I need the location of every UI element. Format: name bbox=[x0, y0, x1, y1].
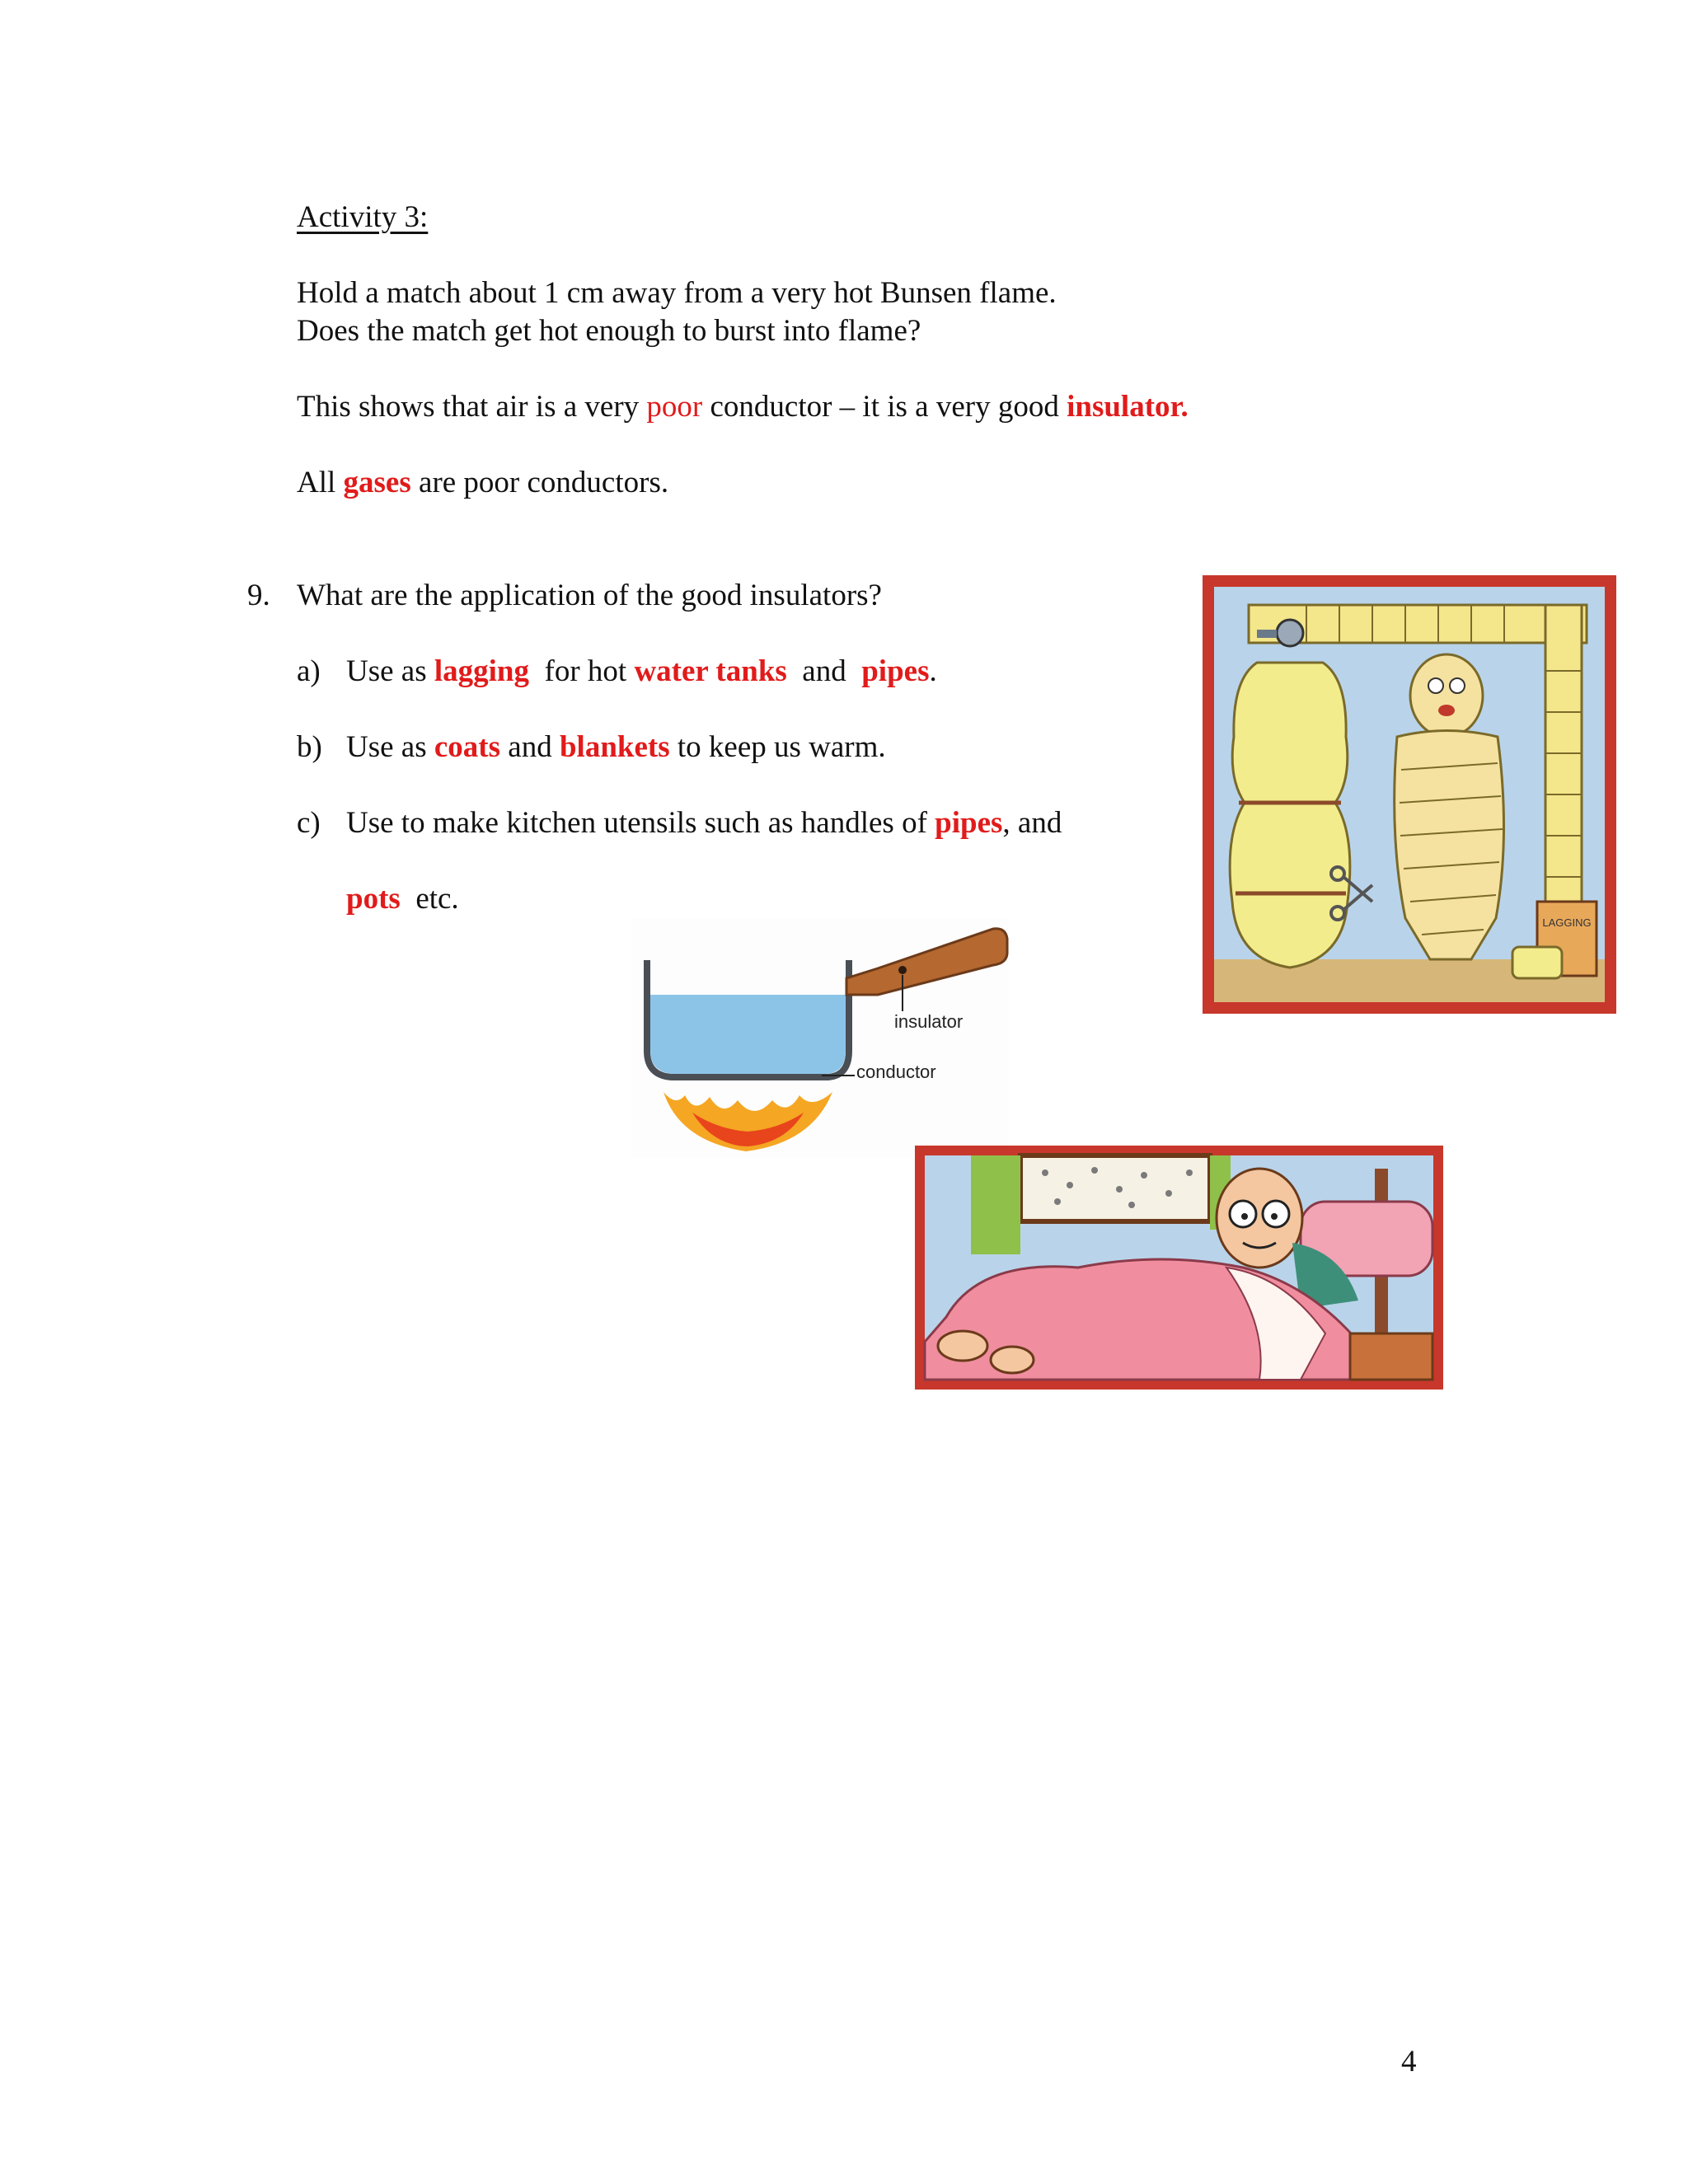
highlight-insulator: insulator. bbox=[1067, 390, 1189, 424]
text-fragment: Use as bbox=[346, 730, 434, 764]
text-fragment: and bbox=[500, 730, 560, 764]
highlight-lagging: lagging bbox=[434, 654, 530, 688]
highlight-blankets: blankets bbox=[559, 730, 670, 764]
highlight-pots: pots bbox=[346, 882, 401, 916]
answer-a-marker: a) bbox=[297, 654, 321, 688]
text-fragment: All bbox=[297, 466, 344, 499]
text-fragment: to keep us warm. bbox=[669, 730, 886, 764]
text-fragment: , and bbox=[1002, 806, 1062, 840]
highlight-poor: poor bbox=[646, 390, 703, 424]
text-fragment: This shows that air is a very bbox=[297, 390, 647, 424]
activity-line-1: Hold a match about 1 cm away from a very hot Bunsen flame. bbox=[297, 276, 1057, 310]
answer-c-marker: c) bbox=[297, 806, 321, 840]
highlight-coats: coats bbox=[434, 730, 501, 764]
highlight-water-tanks: water tanks bbox=[634, 654, 787, 688]
answer-b bbox=[346, 729, 886, 766]
text-fragment: . bbox=[929, 654, 937, 688]
text-fragment: are poor conductors. bbox=[410, 466, 669, 499]
bed-illustration bbox=[913, 1144, 1445, 1391]
conductor-label: conductor bbox=[856, 1062, 936, 1082]
curtain-left bbox=[971, 1155, 1020, 1254]
lagging-box-label: LAGGING bbox=[1542, 916, 1592, 929]
lagged-water-tank bbox=[1230, 663, 1350, 968]
highlight-gases: gases bbox=[343, 466, 411, 499]
saucepan-diagram bbox=[631, 919, 1010, 1158]
pan-water bbox=[650, 995, 846, 1074]
text-fragment: Use to make kitchen utensils such as handles of bbox=[346, 806, 935, 840]
gases-statement bbox=[297, 464, 668, 502]
insulator-label: insulator bbox=[894, 1011, 964, 1032]
highlight-pipes-handles: pipes bbox=[935, 806, 1003, 840]
question-text: What are the application of the good insulators? bbox=[297, 579, 882, 612]
answer-c-continuation bbox=[346, 880, 459, 918]
valve-icon bbox=[1277, 620, 1303, 646]
lagging-illustration bbox=[1199, 572, 1620, 1017]
text-fragment: conductor – it is a very good bbox=[702, 390, 1067, 424]
text-fragment: and bbox=[786, 654, 862, 688]
text-fragment: etc. bbox=[400, 882, 459, 916]
text-fragment: for hot bbox=[529, 654, 635, 688]
answer-a bbox=[346, 653, 937, 691]
air-conductor-statement bbox=[297, 388, 1189, 426]
window bbox=[1020, 1155, 1210, 1221]
answer-b-marker: b) bbox=[297, 730, 322, 764]
text-fragment: Use as bbox=[346, 654, 434, 688]
page-number: 4 bbox=[1401, 2045, 1417, 2079]
answer-c bbox=[346, 804, 1062, 842]
question-number: 9. bbox=[247, 579, 270, 612]
foot bbox=[991, 1347, 1034, 1373]
activity-line-2: Does the match get hot enough to burst into flame? bbox=[297, 314, 921, 348]
foot bbox=[938, 1331, 987, 1361]
activity-heading: Activity 3: bbox=[297, 200, 429, 234]
highlight-pipes: pipes bbox=[861, 654, 930, 688]
